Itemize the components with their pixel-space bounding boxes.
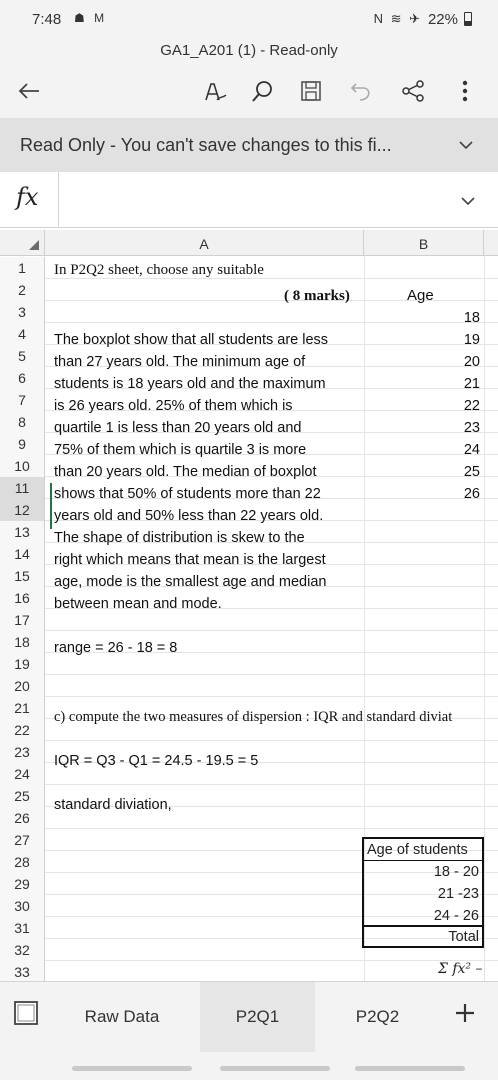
age-table-row[interactable]: 18 - 20 bbox=[364, 861, 484, 883]
row-header[interactable]: 15 bbox=[0, 565, 45, 587]
row-header[interactable]: 30 bbox=[0, 895, 45, 917]
row-header[interactable]: 23 bbox=[0, 741, 45, 763]
row-header[interactable]: 1 bbox=[0, 257, 45, 279]
row-gridline bbox=[45, 674, 498, 675]
cell-b11[interactable]: 26 bbox=[463, 486, 480, 502]
row-header[interactable]: 3 bbox=[0, 301, 45, 323]
cell-a9[interactable]: 75% of them which is quartile 3 is more bbox=[54, 442, 307, 458]
status-time: 7:48 bbox=[32, 11, 62, 28]
cell-a13[interactable]: The shape of distribution is skew to the bbox=[54, 530, 305, 546]
row-header[interactable]: 2 bbox=[0, 279, 45, 301]
spreadsheet-grid[interactable] bbox=[0, 230, 498, 981]
read-only-banner[interactable] bbox=[0, 118, 498, 172]
column-header-c[interactable] bbox=[484, 230, 498, 256]
tab-p2q1[interactable]: P2Q1 bbox=[200, 982, 315, 1052]
cell-b5[interactable]: 20 bbox=[463, 354, 480, 370]
battery-icon bbox=[464, 12, 472, 26]
cell-a15[interactable]: age, mode is the smallest age and median bbox=[54, 574, 327, 590]
cell-a14[interactable]: right which means that mean is the largest bbox=[54, 552, 326, 568]
row-header[interactable]: 21 bbox=[0, 697, 45, 719]
row-header[interactable]: 28 bbox=[0, 851, 45, 873]
row-header[interactable]: 9 bbox=[0, 433, 45, 455]
row-header[interactable]: 31 bbox=[0, 917, 45, 939]
age-table-header[interactable]: Age of students bbox=[364, 839, 484, 861]
row-header[interactable]: 26 bbox=[0, 807, 45, 829]
app-header bbox=[0, 38, 498, 118]
cell-a23[interactable]: IQR = Q3 - Q1 = 24.5 - 19.5 = 5 bbox=[54, 753, 259, 769]
sheet-grid-icon[interactable] bbox=[12, 999, 40, 1027]
column-divider bbox=[484, 256, 485, 981]
cell-a1[interactable]: In P2Q2 sheet, choose any suitable bbox=[54, 262, 264, 278]
search-icon[interactable] bbox=[250, 78, 276, 104]
status-bar bbox=[0, 0, 498, 38]
row-header[interactable]: 25 bbox=[0, 785, 45, 807]
cell-b7[interactable]: 22 bbox=[463, 398, 480, 414]
row-header[interactable]: 32 bbox=[0, 939, 45, 961]
cell-a8[interactable]: quartile 1 is less than 20 years old and bbox=[54, 420, 302, 436]
gesture-handle[interactable] bbox=[50, 1066, 448, 1071]
row-header[interactable]: 5 bbox=[0, 345, 45, 367]
cell-a5[interactable]: than 27 years old. The minimum age of bbox=[54, 354, 306, 370]
row-header[interactable]: 22 bbox=[0, 719, 45, 741]
age-table-total[interactable]: Total bbox=[364, 925, 484, 946]
row-header[interactable]: 17 bbox=[0, 609, 45, 631]
cell-b10[interactable]: 25 bbox=[463, 464, 480, 480]
row-gridline bbox=[45, 740, 498, 741]
cell-b9[interactable]: 24 bbox=[463, 442, 480, 458]
row-header[interactable]: 13 bbox=[0, 521, 45, 543]
cell-b3[interactable]: 18 bbox=[463, 310, 480, 326]
row-header[interactable]: 24 bbox=[0, 763, 45, 785]
notification-icons: ☗ M bbox=[74, 11, 108, 25]
cell-a11[interactable]: shows that 50% of students more than 22 bbox=[54, 486, 321, 502]
cell-a21[interactable]: c) compute the two measures of dispersion : IQR and standard diviat bbox=[54, 709, 453, 725]
row-gridline bbox=[45, 630, 498, 631]
fx-icon: fx bbox=[16, 183, 39, 211]
add-sheet-icon[interactable] bbox=[452, 1000, 478, 1026]
sheet-tab-bar bbox=[0, 981, 498, 1057]
age-table-row[interactable]: 24 - 26 bbox=[364, 905, 484, 927]
row-gridline bbox=[45, 960, 498, 961]
cell-a25[interactable]: standard diviation, bbox=[54, 797, 172, 813]
cell-b2[interactable]: Age bbox=[407, 287, 434, 304]
row-header[interactable]: 27 bbox=[0, 829, 45, 851]
tab-p2q2[interactable]: P2Q2 bbox=[355, 1007, 400, 1026]
row-gridline bbox=[45, 696, 498, 697]
sum-formula-label: Σ fx² – bbox=[438, 961, 483, 977]
row-header[interactable]: 19 bbox=[0, 653, 45, 675]
cell-a4[interactable]: The boxplot show that all students are less bbox=[54, 332, 329, 348]
cell-a12[interactable]: years old and 50% less than 22 years old. bbox=[54, 508, 324, 524]
back-arrow-icon[interactable] bbox=[14, 76, 44, 106]
cell-a6[interactable]: students is 18 years old and the maximum bbox=[54, 376, 326, 392]
read-only-message: Read Only - You can't save changes to this fi... bbox=[20, 135, 392, 155]
chevron-down-icon[interactable] bbox=[460, 194, 476, 208]
row-header[interactable]: 8 bbox=[0, 411, 45, 433]
save-icon bbox=[298, 78, 324, 104]
column-header-b[interactable]: B bbox=[364, 230, 484, 256]
cell-b8[interactable]: 23 bbox=[463, 420, 480, 436]
column-header-a[interactable]: A bbox=[45, 230, 364, 256]
row-header[interactable]: 18 bbox=[0, 631, 45, 653]
formula-separator bbox=[58, 172, 59, 228]
select-all-corner[interactable] bbox=[0, 230, 45, 256]
row-gridline bbox=[45, 828, 498, 829]
cell-b6[interactable]: 21 bbox=[463, 376, 480, 392]
share-icon[interactable] bbox=[400, 78, 426, 104]
row-header[interactable]: 12 bbox=[0, 499, 45, 521]
row-header[interactable]: 10 bbox=[0, 455, 45, 477]
row-header[interactable]: 33 bbox=[0, 961, 45, 983]
row-header[interactable]: 20 bbox=[0, 675, 45, 697]
navigation-bar bbox=[0, 1057, 498, 1080]
row-header[interactable]: 29 bbox=[0, 873, 45, 895]
more-icon[interactable] bbox=[452, 78, 478, 104]
cell-a18[interactable]: range = 26 - 18 = 8 bbox=[54, 640, 178, 656]
selection-indicator bbox=[50, 483, 52, 529]
battery-level: 22% bbox=[427, 11, 458, 28]
row-gridline bbox=[45, 784, 498, 785]
cell-a7[interactable]: is 26 years old. 25% of them which is bbox=[54, 398, 293, 414]
pen-icon[interactable] bbox=[202, 78, 228, 104]
tab-raw-data[interactable]: Raw Data bbox=[84, 1007, 160, 1026]
row-header[interactable]: 14 bbox=[0, 543, 45, 565]
age-table-row[interactable]: 21 -23 bbox=[364, 883, 484, 905]
row-header[interactable]: 11 bbox=[0, 477, 45, 499]
cell-a2[interactable]: ( 8 marks) bbox=[284, 288, 350, 304]
undo-icon bbox=[348, 78, 374, 104]
cell-a16[interactable]: between mean and mode. bbox=[54, 596, 222, 612]
age-table bbox=[362, 837, 484, 948]
signal-icons: N ≋ ✈ bbox=[373, 11, 422, 26]
chevron-down-icon[interactable] bbox=[458, 138, 474, 152]
row-header[interactable]: 4 bbox=[0, 323, 45, 345]
row-header[interactable]: 16 bbox=[0, 587, 45, 609]
row-header[interactable]: 7 bbox=[0, 389, 45, 411]
document-title: GA1_A201 (1) - Read-only bbox=[160, 42, 338, 59]
cell-a10[interactable]: than 20 years old. The median of boxplot bbox=[54, 464, 317, 480]
formula-bar[interactable] bbox=[0, 172, 498, 228]
cell-b4[interactable]: 19 bbox=[463, 332, 480, 348]
row-header[interactable]: 6 bbox=[0, 367, 45, 389]
